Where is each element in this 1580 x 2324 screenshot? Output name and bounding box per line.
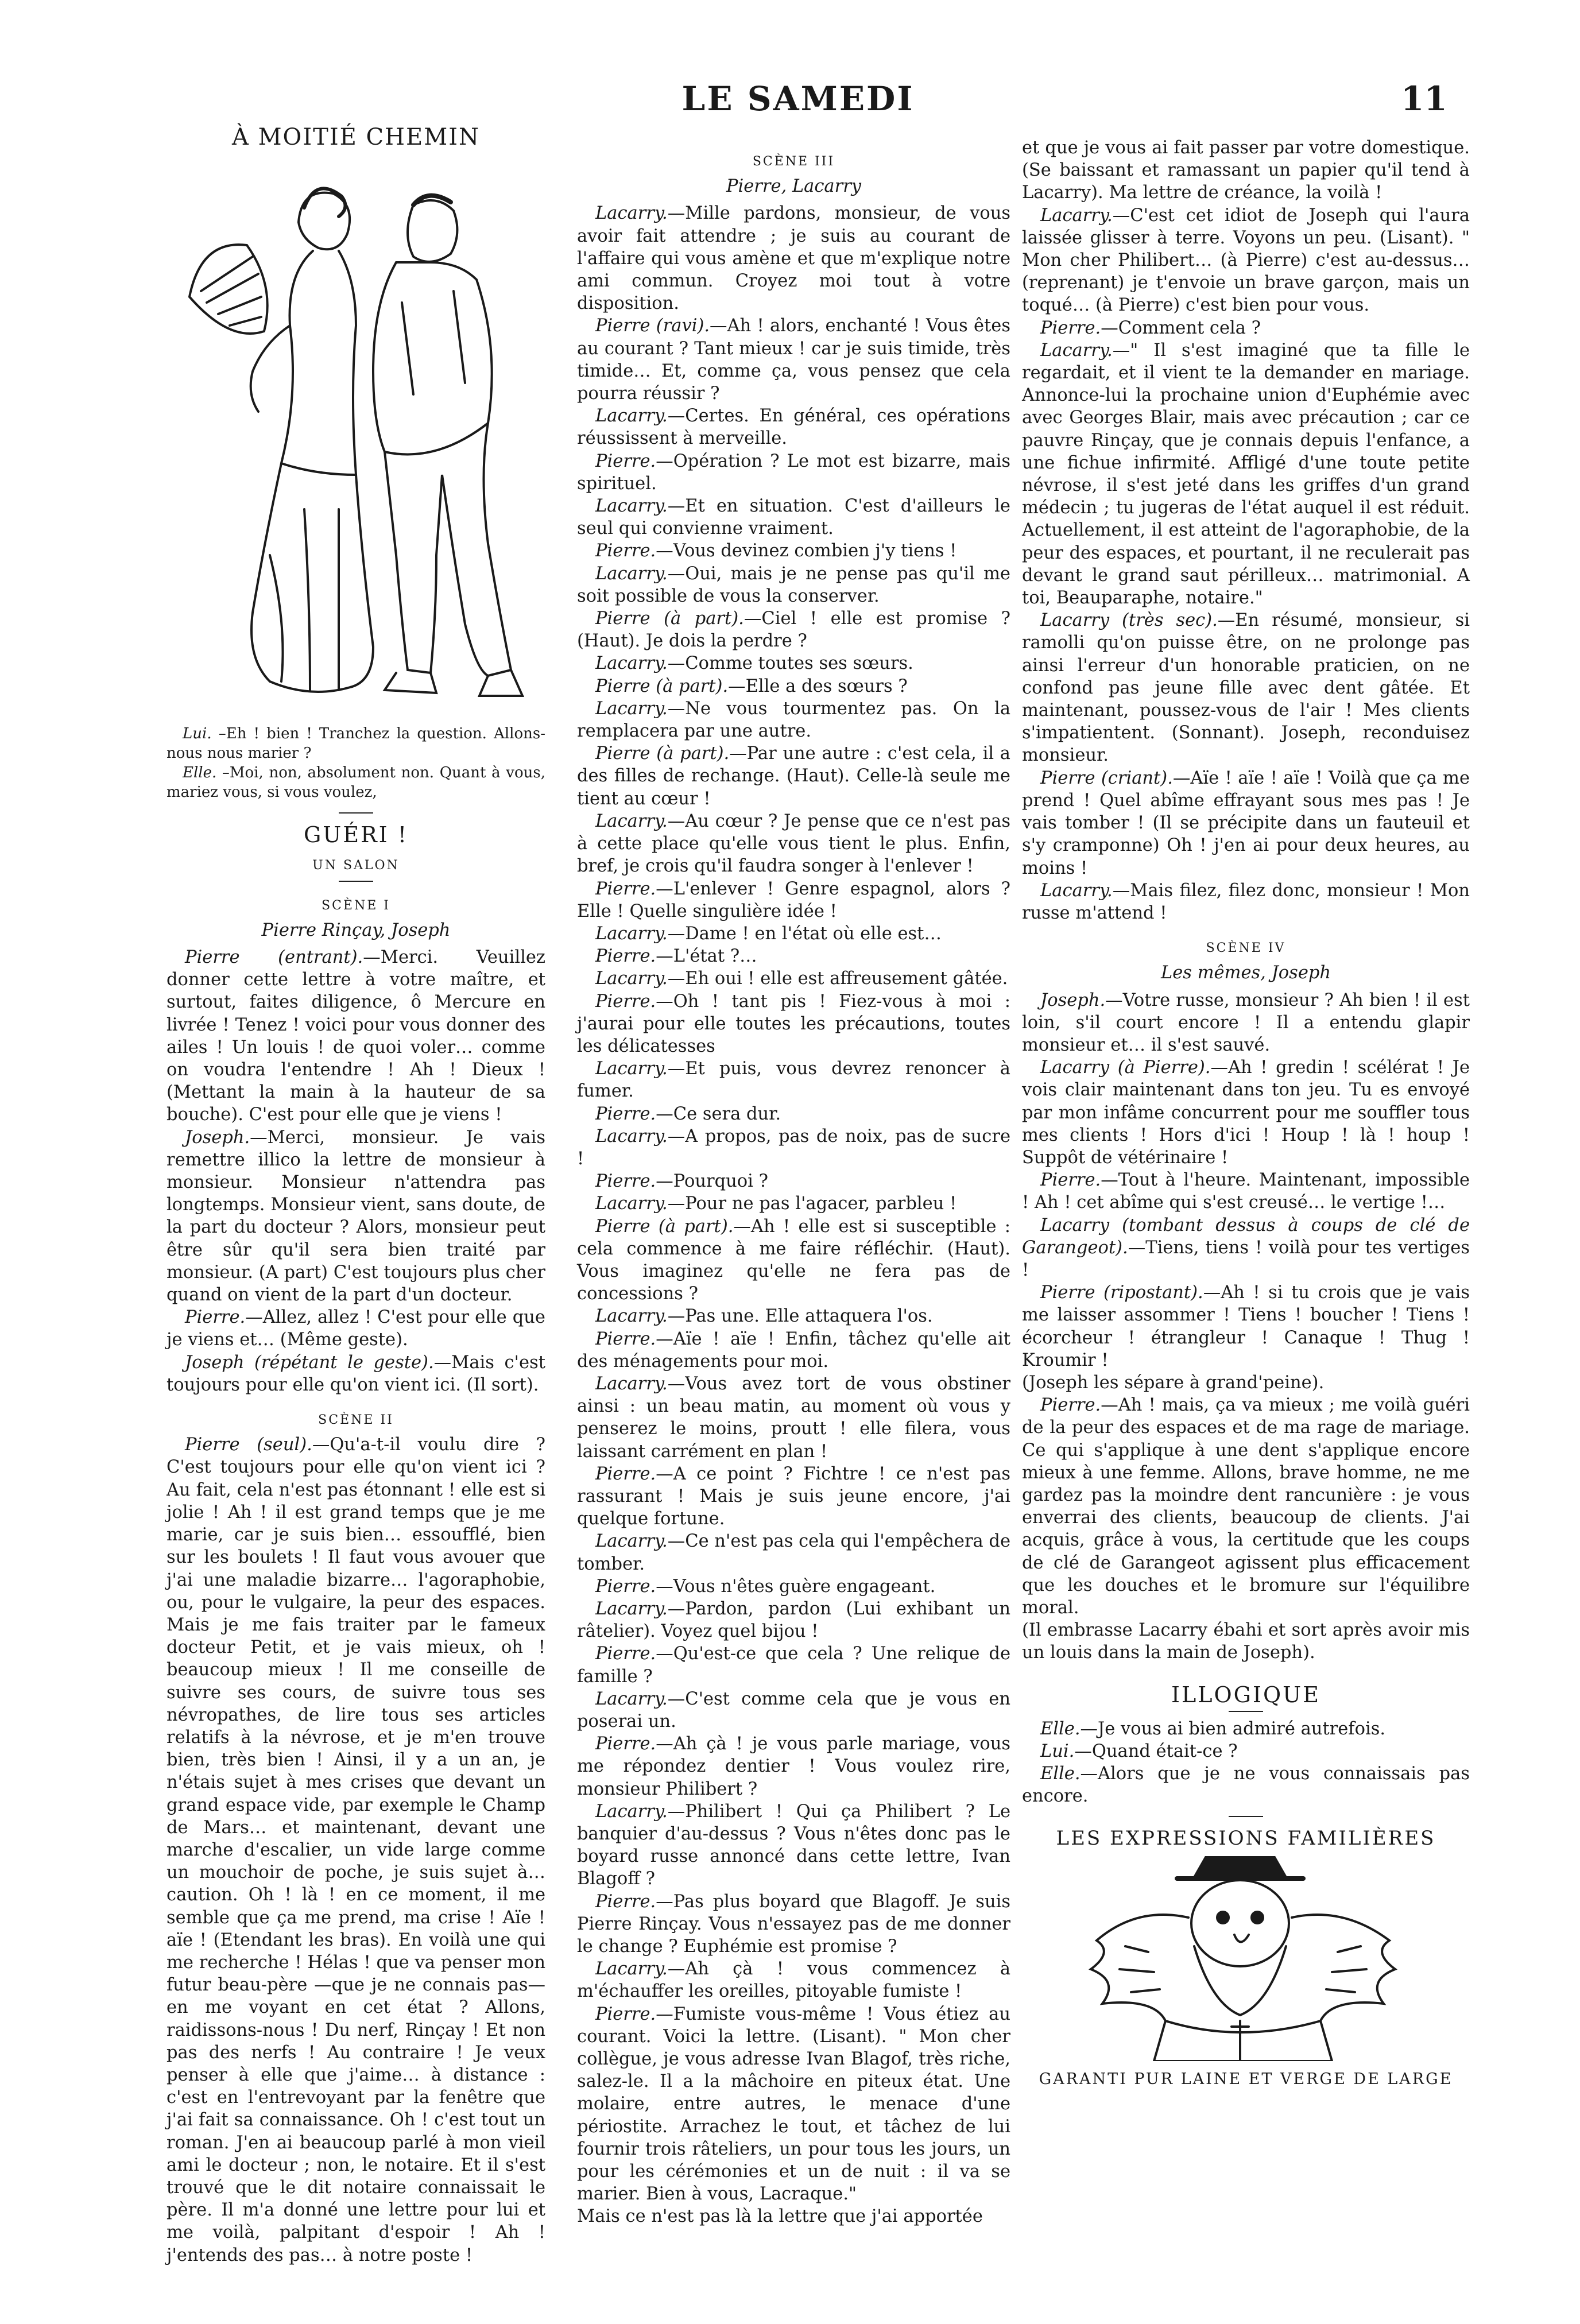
scene-persons: Pierre Rinçay, Joseph [261, 920, 451, 940]
illustration-caption [166, 724, 545, 802]
line-text: —Allez, allez ! C'est pour elle que je viens et… (Même geste). [166, 1307, 545, 1350]
speaker: Lacarry. [595, 496, 668, 517]
speaker: Pierre. [595, 541, 656, 561]
line-text: —A ce point ? Fichtre ! ce n'est pas rassurant ! Mais je suis jeune encore, j'ai quelque fortune. [577, 1463, 1010, 1529]
line-text: —Vous devinez combien j'y tiens ! [656, 541, 957, 561]
speaker: Lacarry. [595, 1194, 668, 1214]
speaker: Pierre. [595, 1171, 656, 1192]
dialogue-line [577, 742, 1010, 810]
newspaper-title: LE SAMEDI [681, 79, 915, 118]
speaker: Pierre. [595, 1103, 656, 1124]
scene-persons: Pierre, Lacarry [726, 176, 862, 197]
scene-heading: SCÈNE IV [1206, 941, 1286, 956]
speaker: Pierre (à part). [595, 676, 729, 696]
speaker: Pierre (à part). [595, 1216, 734, 1237]
speaker: Pierre. [595, 946, 656, 967]
line-text: —Certes. En général, ces opérations réussissent à merveille. [577, 406, 1010, 449]
line-text: —" Il s'est imaginé que ta fille le regardait, et il vient te la demander en mariage. Annonce-lui la prochaine union d'Euphémie avec avec Georges Blair, mais avec précaution ; car ce pauvre Rinçay, que je connais depuis l'enfance, a une fichue infirmité. Affligé d'une toute petite névrose, il s'est jeté dans les griffes d'un grand médecin ; tu jugeras de l'état auquel il est réduit. Actuellement, il est atteint de l'agoraphobie, de la peur des espaces, et pourtant, il ne reculerait pas devant le grand saut périlleux… matrimonial. A toi, Beauparaphe, notaire." [1022, 340, 1470, 609]
line-text: —Vous avez tort de vous obstiner ainsi : un beau matin, au moment où vous y penserez le moins, proutt ! elle filera, vous laissant carrément en plan ! [577, 1373, 1010, 1462]
line-text: —Aïe ! aïe ! Enfin, tâchez qu'elle ait des ménagements pour moi. [577, 1328, 1010, 1372]
dialogue-line [1022, 880, 1470, 924]
dialogue-line [1022, 1619, 1470, 1664]
column-3 [1022, 137, 1470, 2090]
line-text: —Ah ! gredin ! scélérat ! Je vois clair maintenant dans ton jeu. Tu es envoyé par mon infâme concurrent pour me souffler tous mes clients ! Hors d'ici ! Houp ! là ! houp ! Suppôt de vétérinaire ! [1022, 1058, 1470, 1168]
dialogue-line [577, 1305, 1010, 1327]
dialogue-line [1022, 609, 1470, 766]
speaker: Lacarry. [595, 1531, 668, 1552]
dialogue-line [1022, 204, 1470, 317]
speaker: Pierre. [595, 1644, 656, 1664]
column-2 [577, 150, 1010, 2228]
speaker: Lacarry. [1040, 340, 1113, 361]
speaker: Pierre. [595, 1891, 656, 1912]
caption-speaker-1: Lui. [183, 725, 212, 743]
caricature-caption: GARANTI PUR LAINE ET VERGE DE LARGE [1039, 2070, 1453, 2088]
scene-heading: SCÈNE II [318, 1413, 394, 1428]
line-text: —Pas une. Elle attaquera l'os. [667, 1306, 933, 1327]
speaker: Joseph (répétant le geste). [185, 1352, 434, 1373]
dialogue-line [577, 923, 1010, 945]
dialogue-line [577, 1530, 1010, 1575]
caption-line-1: –Eh ! bien ! Tranchez la question. Allons-nous nous marier ? [166, 725, 545, 762]
line-text: —Vous n'êtes guère engageant. [656, 1576, 936, 1597]
speaker: Lacarry. [595, 1059, 668, 1079]
dialogue-line [166, 1351, 545, 1396]
dialogue-line [166, 1126, 545, 1307]
line-text: —Ah çà ! je vous parle mariage, vous me répondez dentier ! Vous voulez rire, monsieur Philibert ? [577, 1734, 1010, 1799]
scene-heading: SCÈNE III [752, 154, 835, 169]
line-text: —Oui, mais je ne pense pas qu'il me soit possible de vous la conserver. [577, 563, 1010, 606]
line-text: —Ce sera dur. [656, 1103, 781, 1124]
scene-heading: SCÈNE I [322, 898, 390, 913]
dialogue-line [577, 1170, 1010, 1192]
line-text: —Dame ! en l'état où elle est… [667, 923, 942, 944]
dialogue-line [577, 1575, 1010, 1598]
dialogue-line [1022, 1214, 1470, 1282]
speaker: Lacarry. [595, 1959, 668, 1980]
speaker: Lacarry. [595, 1688, 668, 1709]
speaker: Pierre. [595, 2004, 656, 2024]
dialogue-line [577, 607, 1010, 652]
dialogue-line [577, 1800, 1010, 1891]
dialogue-line [577, 1328, 1010, 1373]
dialogue-line [1022, 1763, 1470, 1807]
dialogue-line [577, 1958, 1010, 2002]
speaker: Pierre. [595, 1328, 656, 1349]
divider [339, 812, 373, 814]
line-text: —Et en situation. C'est d'ailleurs le seul qui convienne vraiment. [577, 496, 1010, 539]
dialogue-line [577, 315, 1010, 405]
line-text: —Tiens, tiens ! voilà pour tes vertiges ! [1022, 1237, 1470, 1280]
speaker: Pierre. [595, 878, 656, 899]
page-number: 11 [1401, 79, 1447, 118]
line-text: —Philibert ! Qui ça Philibert ? Le banquier d'au-dessus ? Vous n'êtes donc pas le boyard russe annoncé dans cette lettre, Ivan Blagoff ? [577, 1801, 1010, 1889]
speaker: Pierre. [595, 451, 656, 471]
dialogue-line [577, 1598, 1010, 1643]
line-text: —Et puis, vous devrez renoncer à fumer. [577, 1059, 1010, 1102]
speaker: Pierre. [1040, 1170, 1101, 1191]
speaker: Elle. [1040, 1718, 1081, 1739]
line-text: —Quand était-ce ? [1074, 1741, 1238, 1762]
line-text: —C'est cet idiot de Joseph qui l'aura laissée glisser à terre. Voyons un peu. (Lisant). " Mon cher Philibert… (à Pierre) c'est au-dessus… (reprenant) je t'envoie un brave garçon, mais un toqué… (à Pierre) c'est bien pour vous. [1022, 205, 1470, 316]
line-text: —Tout à l'heure. Maintenant, impossible ! Ah ! cet abîme qui s'est creusé… le vertige !… [1022, 1170, 1470, 1213]
speaker: Lacarry. [595, 811, 668, 831]
speaker: Joseph. [185, 1127, 250, 1148]
speaker: Pierre (ravi). [595, 316, 710, 336]
speaker: Lacarry. [595, 1126, 668, 1146]
speaker: Pierre. [185, 1307, 246, 1328]
dialogue-line [577, 495, 1010, 540]
speaker: Lui. [1040, 1741, 1075, 1762]
dialogue-line [1022, 1281, 1470, 1372]
caption-line-2: –Moi, non, absolument non. Quant à vous, mariez vous, si vous voulez, [166, 764, 545, 801]
dialogue-line [577, 1688, 1010, 1733]
dialogue-line [1022, 1372, 1470, 1394]
speaker: Lacarry. [595, 1306, 668, 1327]
speaker: Pierre (entrant). [185, 947, 363, 968]
line-text: —Elle a des sœurs ? [728, 676, 908, 696]
play-setting: UN SALON [312, 858, 400, 873]
line-text: —Ah ! si tu crois que je vais me laisser assommer ! Tiens ! boucher ! Tiens ! écorcheur ! étrangleur ! Canaque ! Thug ! Kroumir ! [1022, 1283, 1470, 1370]
dialogue-line [1022, 1718, 1470, 1740]
line-text: —En résumé, monsieur, si ramolli qu'on puisse être, on ne prolonge pas ainsi l'erreur d'un honorable praticien, on ne confond pas jeune fille avec dent gâtée. Et maintenant, poussez-vous de l'air ! Mes clients s'impatientent. (Sonnant). Joseph, reconduisez monsieur. [1022, 610, 1470, 766]
speaker: Lacarry. [595, 1599, 668, 1619]
dialogue-line [577, 967, 1010, 990]
dialogue-line [577, 1103, 1010, 1125]
speaker: Lacarry. [595, 406, 668, 427]
dialogue-line [577, 1373, 1010, 1463]
line-text: —Pourquoi ? [656, 1171, 768, 1192]
dialogue-line [1022, 989, 1470, 1057]
divider [339, 881, 373, 882]
speaker: Pierre. [595, 1463, 656, 1484]
speaker: Lacarry (à Pierre). [1040, 1058, 1211, 1078]
dialogue-line [577, 405, 1010, 450]
speaker: Lacarry. [595, 1373, 668, 1394]
line-text: —Qu'a-t-il voulu dire ? C'est toujours pour elle qu'on vient ici ? Au fait, cela n'est pas étonnant ! elle est si jolie ! Ah ! il est grand temps que je me marie, car je suis bien… essoufflé, bien sur les boulets ! Il faut vous avouer que j'ai une maladie bizarre… l'agoraphobie, ou, pour le vulgaire, la peur des espaces. Mais je me fais traiter par le fameux docteur Petit, et je vais mieux, oh ! beaucoup mieux ! Il me conseille de suivre ses cours, de suivre tous ses névropathes, de lire tous ses articles relatifs à la névrose, et je m'en trouve bien, très bien ! Ainsi, il y a un an, je n'étais sujet à mes crises que devant un grand espace vide, par exemple le Champ de Mars… et maintenant, devant une marche d'escalier, un vide large comme un mouchoir de poche, je suis sujet à… caution. Oh ! là ! en ce moment, il me semble que ça me prend, ma crise ! Aïe ! aïe ! (Etendant les bras). En voilà une qui me recherche ! Hélas ! que va penser mon futur beau-père —que je ne connais pas—en me voyant en cet état ? Allons, raidissons-nous ! Du nerf, Rinçay ! Et non pas des nerfs ! Au contraire ! Je veux penser à elle que j'aime… à distance : c'est en l'entrevoyant par la fenêtre que j'ai fait sa connaissance. Oh ! c'est tout un roman. J'en ai beaucoup parlé à mon vieil ami le docteur ; non, le notaire. Et il s'est trouvé que le dit notaire connaissait le père. Il m'a donné une lettre pour lui et me voilà, palpitant d'espoir ! Ah ! j'entends des pas… à notre poste ! [166, 1435, 546, 2265]
caption-speaker-2: Elle. [183, 764, 217, 782]
speaker: Lacarry. [1040, 880, 1113, 901]
speaker: Lacarry. [595, 563, 668, 584]
speaker: Pierre (seul). [185, 1435, 312, 1455]
dialogue-line [577, 1215, 1010, 1306]
line-text: —Votre russe, monsieur ? Ah bien ! il est loin, s'il court encore ! Il a entendu glapir monsieur et… il s'est sauvé. [1022, 990, 1470, 1055]
line-text: —Mais c'est toujours pour elle qu'on vient ici. (Il sort). [166, 1352, 545, 1395]
scene-persons: Les mêmes, Joseph [1160, 963, 1331, 983]
speaker: Lacarry. [595, 698, 668, 719]
line-text: —Aïe ! aïe ! aïe ! Voilà que ça me prend ! Quel abîme effrayant sous mes pas ! Je vais tomber ! (Il se précipite dans un fauteuil et s'y cramponne) Oh ! j'en ai pour deux heures, au moins ! [1022, 768, 1470, 878]
line-text: (Joseph les sépare à grand'peine). [1022, 1372, 1325, 1393]
dialogue-line [577, 810, 1010, 878]
line-text: —Ah ! mais, ça va mieux ; me voilà guéri de la peur des espaces et de ma rage de mariage. Ce qui s'applique à une dent s'applique encore mieux à une femme. Allons, brave homme, ne me gardez pas la moindre dent rancunière : je vous enverrai des clients, beaucoup de clients. J'ai acquis, grâce à vous, la certitude que les coups de clé de Garangeot agissent plus efficacement que les douches et le bromure sur l'équilibre moral. [1022, 1395, 1470, 1618]
play-title: GUÉRI ! [303, 822, 409, 848]
speaker: Lacarry (tombant dessus à coups de clé de Garangeot). [1022, 1215, 1470, 1258]
column-1 [166, 126, 545, 2267]
line-text: —Je vous ai bien admiré autrefois. [1080, 1718, 1386, 1739]
speaker: Pierre. [1040, 1395, 1101, 1416]
line-text: —Comme toutes ses sœurs. [667, 653, 913, 674]
line-text: —Pas plus boyard que Blagoff. Je suis Pierre Rinçay. Vous n'essayez pas de me donner le change ? Euphémie est promise ? [577, 1891, 1010, 1957]
dialogue-line [577, 945, 1010, 967]
dialogue-line [1022, 1394, 1470, 1619]
dialogue-line [1022, 339, 1470, 609]
dialogue-line [577, 1058, 1010, 1102]
dialogue-line [577, 202, 1010, 315]
line-text: —Oh ! tant pis ! Fiez-vous à moi : j'aurai pour elle toutes les précautions, toutes les délicatesses [577, 991, 1010, 1056]
dialogue-line [577, 1125, 1010, 1170]
dialogue-line [577, 1891, 1010, 1958]
dialogue-line [1022, 1169, 1470, 1214]
speaker: Pierre (à part). [595, 609, 744, 629]
speaker: Lacarry. [595, 653, 668, 674]
dialogue-line [166, 1306, 545, 1351]
dialogue-block [1022, 1718, 1470, 1808]
speaker: Elle. [1040, 1764, 1081, 1784]
dialogue-line [577, 1192, 1010, 1215]
speaker: Pierre (ripostant). [1040, 1283, 1203, 1303]
line-text: —Au cœur ? Je pense que ce n'est pas à cette place qu'elle vous tient le plus. Enfin, bref, je crois qu'il faudra songer à l'enlever ! [577, 811, 1010, 877]
line-text: Mais ce n'est pas là la lettre que j'ai apportée [577, 2206, 983, 2227]
dialogue-line [1022, 137, 1470, 204]
speaker: Lacarry. [595, 923, 668, 944]
dialogue-line [577, 2205, 1010, 2228]
speaker: Pierre. [595, 991, 656, 1012]
line-text: —Pour ne pas l'agacer, parbleu ! [667, 1194, 957, 1214]
line-text: —Ah ! alors, enchanté ! Vous êtes au courant ? Tant mieux ! car je suis timide, très timide… Et, comme ça, vous pensez que cela pourra réussir ? [577, 316, 1010, 404]
line-text: —C'est comme cela que je vous en poserai un. [577, 1688, 1010, 1732]
line-text: —A propos, pas de noix, pas de sucre ! [577, 1126, 1010, 1169]
speaker: Lacarry. [595, 969, 668, 989]
dialogue-line [577, 698, 1010, 742]
speaker: Lacarry. [595, 1801, 668, 1822]
line-text: —Opération ? Le mot est bizarre, mais spirituel. [577, 451, 1010, 494]
divider [1229, 1711, 1263, 1712]
line-text: —Ce n'est pas cela qui l'empêchera de tomber. [577, 1531, 1010, 1574]
line-text: —Fumiste vous-même ! Vous étiez au courant. Voici la lettre. (Lisant). " Mon cher collègue, je vous adresse Ivan Blagof, très riche, salez-le. Il a la mâchoire en piteux état. Une molaire, entre autres, le menace d'une périostite. Arrachez le tout, et tâchez de lui fournir trois râteliers, un pour tous les jours, un pour les cérémonies et un de nuit : il va se marier. Bien à vous, Lacraque." [577, 2004, 1010, 2205]
line-text: —Pardon, pardon (Lui exhibant un râtelier). Voyez quel bijou ! [577, 1599, 1010, 1642]
couple-illustration [166, 153, 545, 716]
caricature-illustration [1022, 1854, 1470, 2061]
line-text: —Mille pardons, monsieur, de vous avoir fait attendre ; je suis au courant de l'affaire qui vous amène et que m'explique notre ami commun. Croyez moi tout à votre disposition. [577, 203, 1010, 314]
line-text: —Ciel ! elle est promise ? (Haut). Je dois la perdre ? [577, 609, 1010, 652]
dialogue-line [577, 450, 1010, 495]
dialogue-line [577, 1643, 1010, 1687]
line-text: —Par une autre : c'est cela, il a des filles de rechange. (Haut). Celle-là seule me tient au cœur ! [577, 743, 1010, 809]
dialogue-line [577, 1733, 1010, 1800]
dialogue-line [577, 878, 1010, 923]
line-text: (Il embrasse Lacarry ébahi et sort après avoir mis un louis dans la main de Joseph). [1022, 1620, 1470, 1663]
dialogue-block [577, 202, 1010, 2228]
dialogue-line [1022, 317, 1470, 339]
dialogue-line [166, 946, 545, 1126]
speaker: Lacarry. [595, 203, 668, 224]
line-text: et que je vous ai fait passer par votre domestique. (Se baissant et ramassant un papier qu'il tend à Lacarry). Ma lettre de créance, la voilà ! [1022, 138, 1470, 203]
speaker: Joseph. [1040, 990, 1106, 1010]
speaker: Pierre. [595, 1734, 656, 1754]
line-text: —L'enlever ! Genre espagnol, alors ? Elle ! Quelle singulière idée ! [577, 878, 1010, 921]
dialogue-line [577, 1463, 1010, 1531]
speaker: Pierre. [1040, 317, 1101, 338]
illogique-title: ILLOGIQUE [1171, 1682, 1320, 1707]
speaker: Lacarry. [1040, 205, 1113, 226]
line-text: —L'état ?… [656, 946, 757, 967]
dialogue-line [166, 1434, 545, 2267]
dialogue-block [1022, 137, 1470, 924]
line-text: —Merci, monsieur. Je vais remettre illico la lettre de monsieur à monsieur. Monsieur n'attendra pas longtemps. Monsieur vient, sans doute, de la part du docteur ? Alors, monsieur peut être sûr qu'il sera bien traité par monsieur. (A part) C'est toujours plus cher quand on vient de la part d'un docteur. [166, 1127, 545, 1306]
line-text: —Eh oui ! elle est affreusement gâtée. [667, 969, 1008, 989]
line-text: —Comment cela ? [1101, 317, 1261, 338]
speaker: Pierre. [595, 1576, 656, 1597]
line-text: —Qu'est-ce que cela ? Une relique de famille ? [577, 1644, 1010, 1687]
speaker: Pierre (à part). [595, 743, 730, 764]
line-text: —Alors que je ne vous connaissais pas encore. [1022, 1764, 1470, 1807]
dialogue-line [1022, 1740, 1470, 1763]
dialogue-line [577, 652, 1010, 675]
dialogue-line [577, 2003, 1010, 2206]
line-text: —Merci. Veuillez donner cette lettre à votre maître, et surtout, faites diligence, ô Mercure en livrée ! Tenez ! voici pour vous donner des ailes ! Un louis ! de quoi voler… comme on voudra l'entendre ! Ah ! Dieux ! (Mettant la main à la hauteur de sa bouche). C'est pour elle que je viens ! [166, 947, 546, 1125]
dialogue-line [1022, 1056, 1470, 1169]
speaker: Lacarry (très sec). [1040, 610, 1218, 631]
dialogue-line [577, 675, 1010, 698]
speaker: Pierre (criant). [1040, 768, 1173, 788]
dialogue-line [577, 990, 1010, 1058]
divider [1229, 1816, 1263, 1817]
line-text: —Ah çà ! vous commencez à m'échauffer les oreilles, pitoyable fumiste ! [577, 1959, 1010, 2002]
dialogue-line [1022, 767, 1470, 880]
illustration-title: À MOITIÉ CHEMIN [232, 124, 480, 150]
dialogue-line [577, 563, 1010, 607]
dialogue-block [1022, 989, 1470, 1664]
dialogue-line [577, 540, 1010, 562]
line-text: —Ah ! elle est si susceptible : cela commence à me faire réfléchir. (Haut). Vous imaginez qu'elle ne fera pas de concessions ? [577, 1216, 1010, 1304]
line-text: —Ne vous tourmentez pas. On la remplacera par une autre. [577, 698, 1010, 742]
expressions-title: LES EXPRESSIONS FAMILIÈRES [1056, 1826, 1436, 1850]
line-text: —Mais filez, filez donc, monsieur ! Mon russe m'attend ! [1022, 880, 1470, 923]
